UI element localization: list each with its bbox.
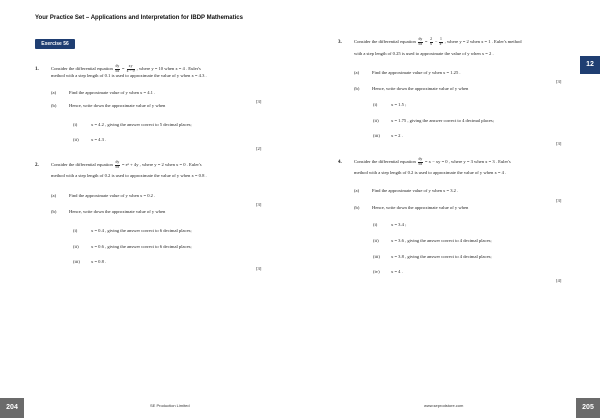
part-label: (b) <box>51 209 57 214</box>
subpart-text: x = 0.8 . <box>91 259 107 264</box>
part-label: (b) <box>354 205 360 210</box>
part-text: Hence, write down the approximate value of y when <box>69 103 166 108</box>
publisher-name: SE Production Limited <box>150 403 190 408</box>
page-header-title: Your Practice Set – Applications and Interpretation for IBDP Mathematics <box>35 15 243 21</box>
part-label: (a) <box>354 188 360 193</box>
subpart-label: (i) <box>73 122 78 127</box>
part-text: Find the approximate value of y when x = 3.2 . <box>372 188 459 193</box>
fraction: $\frac{dy}{dx}$ <box>418 37 423 46</box>
subpart-label: (ii) <box>373 238 379 243</box>
subpart-label: (ii) <box>73 137 79 142</box>
subpart-text: x = 4.2 , giving the answer correct to 5 decimal places; <box>91 122 192 127</box>
marks: [3] <box>556 198 562 203</box>
marks: [3] <box>556 141 562 146</box>
part-text: Hence, write down the approximate value of y when <box>372 86 469 91</box>
fraction: $\frac{1}{\text{x²}}$ <box>439 37 443 46</box>
subpart-text: x = 3.6 , giving the answer correct to 4 decimal places; <box>391 238 492 243</box>
subpart-text: x = 1.75 , giving the answer correct to 4 decimal places; <box>391 118 494 123</box>
marks: [4] <box>556 278 562 283</box>
right-page-number: 205 <box>576 398 600 418</box>
question-stem-line: with a step length of 0.25 is used to approximate the value of y when x = 2 . <box>354 51 494 56</box>
question-stem: Consider the differential equation $\frac{dy}{dx}$ = $\frac{2}{x}$ − $\frac{1}{\text{x²}}$ , where y = 2 when x = 1 . Euler's method <box>354 37 522 46</box>
fraction: $\frac{dy}{dx}$ <box>418 157 423 166</box>
part-text: Find the approximate value of y when x = 4.1 . <box>69 90 156 95</box>
subpart-text: x = 2 . <box>391 133 403 138</box>
subpart-label: (ii) <box>73 244 79 249</box>
part-text: Hence, write down the approximate value of y when <box>69 209 166 214</box>
subpart-label: (iii) <box>373 133 380 138</box>
part-label: (b) <box>354 86 360 91</box>
question-number: 4. <box>338 160 342 165</box>
subpart-label: (i) <box>373 102 378 107</box>
fraction: $\frac{xy}{x - 9}$ <box>126 64 135 73</box>
marks: [3] <box>256 202 262 207</box>
question-number: 3. <box>338 40 342 45</box>
part-label: (b) <box>51 103 57 108</box>
question-number: 1. <box>35 67 39 72</box>
marks: [2] <box>256 146 262 151</box>
subpart-label: (ii) <box>373 118 379 123</box>
question-number: 2. <box>35 163 39 168</box>
marks: [3] <box>256 99 262 104</box>
subpart-label: (iii) <box>373 254 380 259</box>
subpart-label: (i) <box>73 228 78 233</box>
part-label: (a) <box>51 90 57 95</box>
subpart-text: x = 3.8 , giving the answer correct to 4 decimal places; <box>391 254 492 259</box>
subpart-text: x = 4 . <box>391 269 403 274</box>
left-page-number: 204 <box>0 398 24 418</box>
question-stem: Consider the differential equation $\frac{dy}{dx}$ = $\frac{xy}{x - 9}$ , where y = 10 when x = 4 . Euler's <box>51 64 201 73</box>
part-text: Hence, write down the approximate value of y when <box>372 205 469 210</box>
fraction: $\frac{dy}{dx}$ <box>115 160 120 169</box>
chapter-side-tab: 12 <box>580 56 600 74</box>
question-stem: Consider the differential equation $\frac{dy}{dx}$ = x − xy = 0 , where y = 3 when x = 3 . Euler's <box>354 157 511 166</box>
exercise-badge: Exercise 56 <box>35 39 75 49</box>
subpart-text: x = 0.4 , giving the answer correct to 6 decimal places; <box>91 228 192 233</box>
part-label: (a) <box>354 70 360 75</box>
fraction: $\frac{dy}{dx}$ <box>115 64 120 73</box>
part-text: Find the approximate value of y when x = 0.2 . <box>69 193 156 198</box>
fraction: $\frac{2}{x}$ <box>430 37 433 46</box>
question-stem-line: method with a step length of 0.2 is used to approximate the value of y when x = 4 . <box>354 170 507 175</box>
subpart-label: (i) <box>373 222 378 227</box>
website-url: www.seprodstore.com <box>424 403 464 408</box>
question-stem-line: method with a step length of 0.1 is used to approximate the value of y when x = 4.3 . <box>51 73 207 78</box>
subpart-label: (iv) <box>373 269 380 274</box>
marks: [3] <box>256 266 262 271</box>
subpart-text: x = 0.6 , giving the answer correct to 6 decimal places; <box>91 244 192 249</box>
question-stem: Consider the differential equation $\frac{dy}{dx}$ = eˣ + 4y , where y = 2 when x = 0 . Euler's <box>51 160 202 169</box>
part-text: Find the approximate value of y when x = 1.25 . <box>372 70 461 75</box>
subpart-text: x = 3.4 ; <box>391 222 407 227</box>
question-stem-line: method with a step length of 0.2 is used to approximate the value of y when x = 0.8 . <box>51 173 207 178</box>
marks: [3] <box>556 79 562 84</box>
subpart-label: (iii) <box>73 259 80 264</box>
part-label: (a) <box>51 193 57 198</box>
subpart-text: x = 1.5 ; <box>391 102 407 107</box>
subpart-text: x = 4.3 . <box>91 137 107 142</box>
